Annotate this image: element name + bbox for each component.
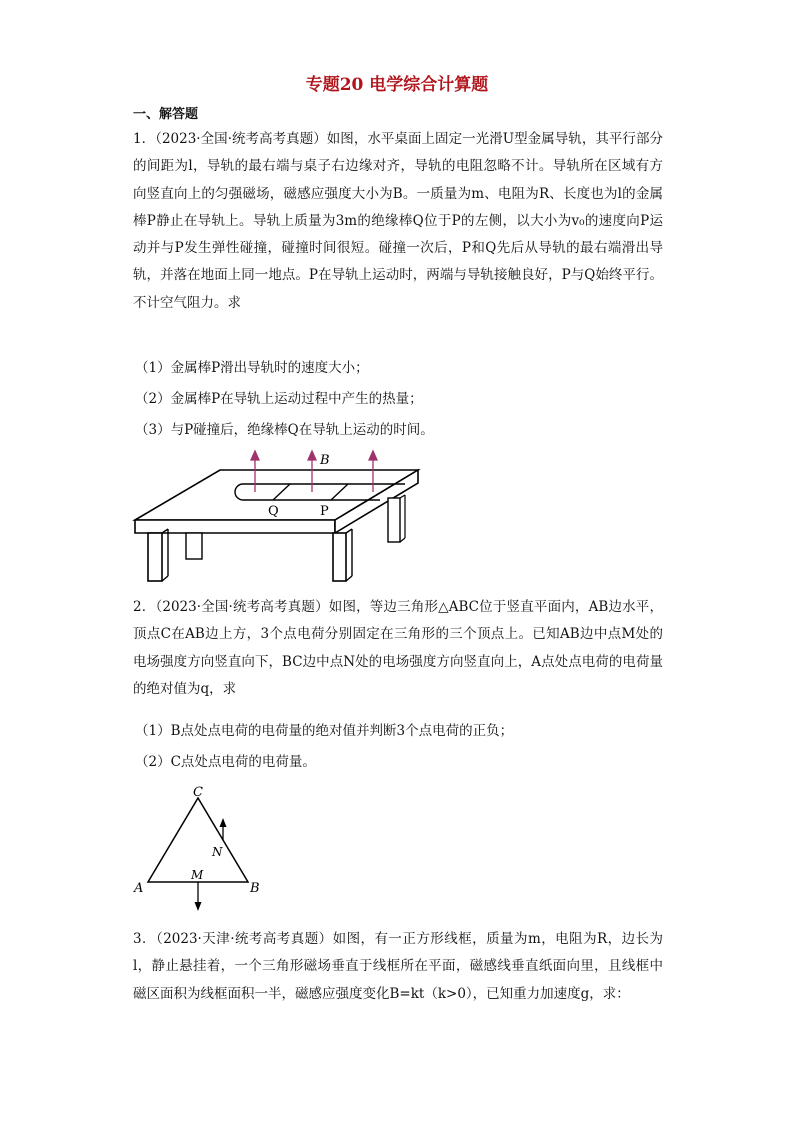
question-2-part-1: （1）B点处点电荷的电荷量的绝对值并判断3个点电荷的正负； (135, 723, 514, 739)
question-1-figure-table-rails (130, 448, 430, 588)
vertex-label-c: C (193, 785, 203, 800)
page-title: 专题20 电学综合计算题 (305, 75, 489, 95)
question-1-part-1: （1）金属棒P滑出导轨时的速度大小； (135, 360, 369, 376)
section-heading: 一、解答题 (133, 107, 199, 122)
vertex-label-a: A (134, 881, 144, 896)
midpoint-label-m: M (191, 868, 204, 882)
question-1-part-3: （3）与P碰撞后，绝缘棒Q在导轨上运动的时间。 (135, 422, 434, 438)
vertex-label-b: B (250, 881, 260, 896)
midpoint-label-n: N (212, 845, 223, 859)
question-2-part-2: （2）C点处点电荷的电荷量。 (135, 754, 316, 770)
question-1-part-2: （2）金属棒P在导轨上运动过程中产生的热量； (135, 391, 423, 407)
question-2-text: 2．（2023·全国·统考高考真题）如图，等边三角形△ABC位于竖直平面内，AB边水平，顶点C在AB边上方，3个点电荷分别固定在三角形的三个顶点上。已知AB边中点M处的电场强度方向竖直向下，BC边中点N处的电场强度方向竖直向上，A点处点电荷的电荷量的绝对值为q，求 (133, 599, 663, 697)
field-label-b: B (320, 453, 330, 468)
rod-label-p: P (320, 504, 329, 519)
question-1-text: 1．（2023·全国·统考高考真题）如图，水平桌面上固定一光滑U型金属导轨，其平行部分的间距为l，导轨的最右端与桌子右边缘对齐，导轨的电阻忽略不计。导轨所在区域有方向竖直向上的匀强磁场，磁感应强度大小为B。一质量为m、电阻为R、长度也为l的金属棒P静止在导轨上。导轨上质量为3m的绝缘棒Q位于P的左侧，以大小为v₀的速度向P运动并与P发生弹性碰撞，碰撞时间很短。碰撞一次后，P和Q先后从导轨的最右端滑出导轨，并落在地面上同一地点。P在导轨上运动时，两端与导轨接触良好，P与Q始终平行。不计空气阻力。求 (133, 131, 663, 311)
question-3-text: 3．（2023·天津·统考高考真题）如图，有一正方形线框，质量为m，电阻为R，边长为l，静止悬挂着，一个三角形磁场垂直于线框所在平面，磁感线垂直纸面向里，且线框中磁区面积为线框面积一半，磁感应强度变化B=kt（k>0），已知重力加速度g，求： (133, 931, 663, 1002)
rod-label-q: Q (268, 504, 279, 519)
question-2-figure-triangle (130, 782, 280, 917)
